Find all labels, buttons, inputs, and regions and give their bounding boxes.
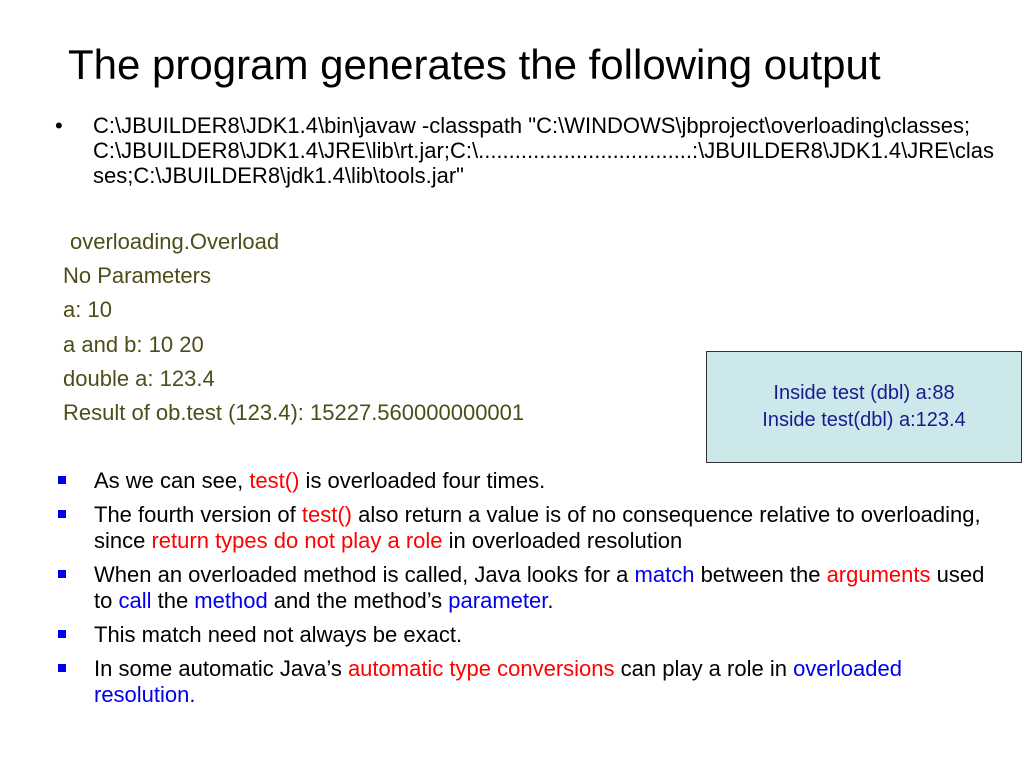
bullet-text: In some automatic Java’s automatic type conversions can play a role in overloaded resolution.: [94, 656, 902, 707]
explanation-bullets: [56, 468, 1006, 716]
highlight-term: test(): [301, 502, 353, 527]
bullet-item: [56, 622, 1006, 648]
highlight-term: parameter: [448, 588, 548, 613]
bullet-item: [56, 502, 1006, 554]
bullet-text: The fourth version of test() also return a value is of no consequence relative to overloading, since return types do not play a role in overloaded resolution: [94, 502, 981, 553]
command-line-text: C:\JBUILDER8\JDK1.4\bin\javaw -classpath "C:\WINDOWS\jbproject\overloading\classes;C:\JBUILDER8\JDK1.4\JRE\lib\rt.jar;C:\...................................:\JBUILDER8\JDK1.4\JRE\classes;C:\JBUILDER8\jdk1.4\lib\tools.jar": [93, 113, 995, 188]
bullet-text: When an overloaded method is called, Java looks for a match between the arguments used to call the method and the method’s parameter.: [94, 562, 985, 613]
highlight-term: automatic type conversions: [347, 656, 615, 681]
output-line: a and b: 10 20: [63, 332, 204, 357]
bullet-item: [56, 562, 1006, 614]
highlight-term: arguments: [826, 562, 931, 587]
output-line: Result of ob.test (123.4): 15227.560000000001: [63, 400, 525, 425]
square-bullet-icon: [56, 562, 94, 614]
output-line: overloading.Overload: [70, 229, 280, 254]
bullet-text: This match need not always be exact.: [94, 622, 463, 647]
highlight-term: return types do not play a role: [151, 528, 443, 553]
note-line: Inside test(dbl) a:123.4: [762, 409, 966, 431]
output-line: a: 10: [63, 297, 112, 322]
highlight-term: test(): [249, 468, 300, 493]
note-box: [706, 351, 1022, 463]
note-line: Inside test (dbl) a:88: [773, 382, 955, 404]
bullet-item: [56, 656, 1006, 708]
highlight-term: call: [118, 588, 152, 613]
square-bullet-icon: [56, 502, 94, 554]
highlight-term: method: [194, 588, 268, 613]
output-line: double a: 123.4: [63, 366, 215, 391]
square-bullet-icon: [56, 622, 94, 648]
command-bullet-item: [55, 113, 1015, 188]
slide-title: The program generates the following output: [68, 41, 881, 88]
square-bullet-icon: [56, 656, 94, 708]
bullet-text: As we can see, test() is overloaded four times.: [94, 468, 546, 493]
highlight-term: match: [634, 562, 695, 587]
highlight-term: overloaded resolution.: [94, 656, 902, 707]
square-bullet-icon: [56, 468, 94, 494]
output-line: No Parameters: [63, 263, 211, 288]
bullet-item: [56, 468, 1006, 494]
bullet-dot: •: [55, 113, 63, 138]
